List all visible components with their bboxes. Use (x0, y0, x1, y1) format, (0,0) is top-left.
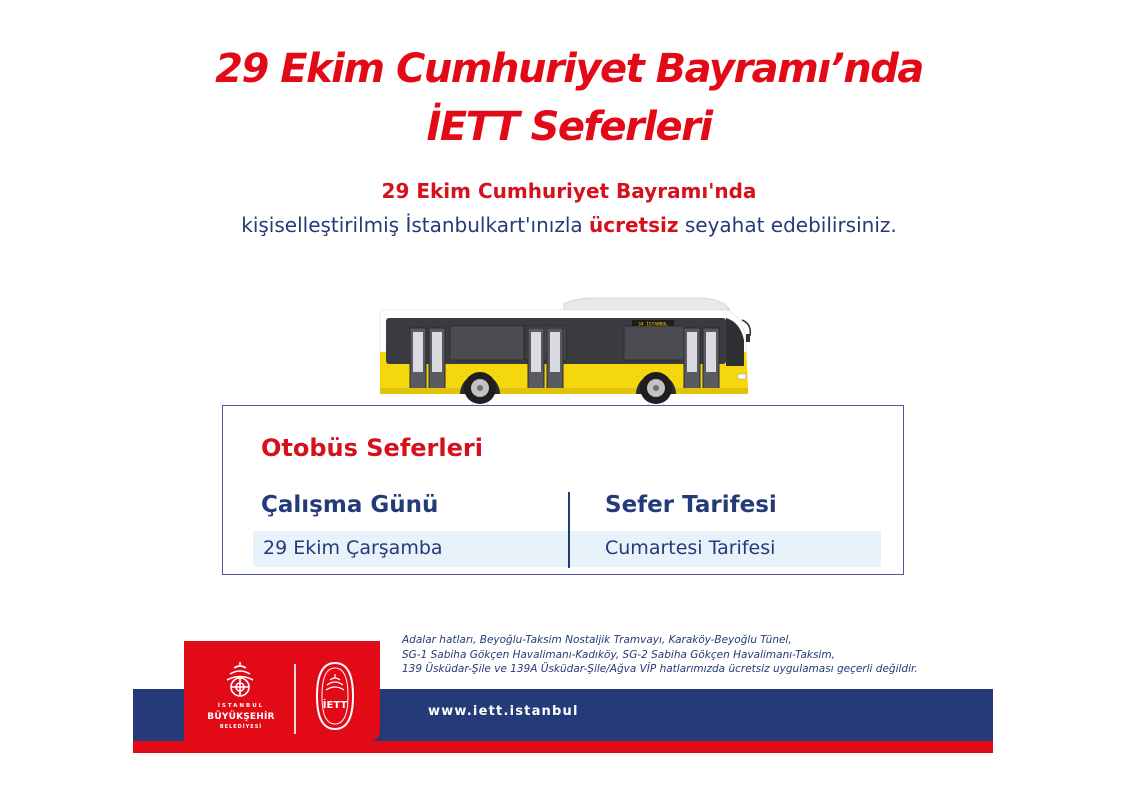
footer-red-band (133, 741, 993, 753)
schedule-box (222, 405, 904, 575)
intro-text-after: seyahat edebilirsiniz. (678, 213, 897, 237)
bus-wheel-front (464, 372, 496, 404)
logo-separator (294, 664, 296, 734)
intro-line-2 (0, 210, 1138, 240)
page-title (0, 40, 1138, 156)
iett-logo-icon (313, 660, 357, 732)
notice-line-1: Adalar hatları, Beyoğlu-Taksim Nostaljik Tramvayı, Karaköy-Beyoğlu Tünel, (402, 634, 792, 646)
exceptions-notice (402, 633, 1022, 677)
intro-text-before: kişiselleştirilmiş İstanbulkart'ınızla (241, 213, 589, 237)
column-header-day: Çalışma Günü (261, 492, 439, 518)
iett-logo-text: İETT (322, 700, 348, 711)
notice-line-3: 139 Üsküdar-Şile ve 139A Üsküdar-Şile/Ağva VİP hatlarımızda ücretsiz uygulaması geçerli değildir. (402, 663, 918, 675)
schedule-title: Otobüs Seferleri (261, 434, 483, 462)
website-url[interactable]: www.iett.istanbul (428, 704, 579, 719)
intro-highlight-free: ücretsiz (589, 213, 679, 237)
ibb-logo-icon (222, 660, 258, 700)
bus-wheel-rear (640, 372, 672, 404)
column-divider (568, 492, 570, 568)
bus-route-sign: 34 İSTANBUL (638, 322, 668, 328)
bus-illustration (374, 296, 754, 406)
column-header-timetable: Sefer Tarifesi (605, 492, 777, 518)
notice-line-2: SG-1 Sabiha Gökçen Havalimanı-Kadıköy, SG-2 Sabiha Gökçen Havalimanı-Taksim, (402, 648, 835, 661)
title-line-2: İETT Seferleri (426, 104, 712, 150)
cell-timetable: Cumartesi Tarifesi (605, 537, 776, 559)
ibb-line-1: İSTANBUL (217, 703, 265, 709)
title-line-1: 29 Ekim Cumhuriyet Bayramı’nda (215, 46, 923, 92)
cell-day: 29 Ekim Çarşamba (263, 537, 443, 559)
intro-line-1: 29 Ekim Cumhuriyet Bayramı'nda (381, 179, 757, 203)
ibb-line-3: BELEDİYESİ (219, 724, 263, 730)
ibb-line-2: BÜYÜKŞEHİR (207, 712, 275, 722)
